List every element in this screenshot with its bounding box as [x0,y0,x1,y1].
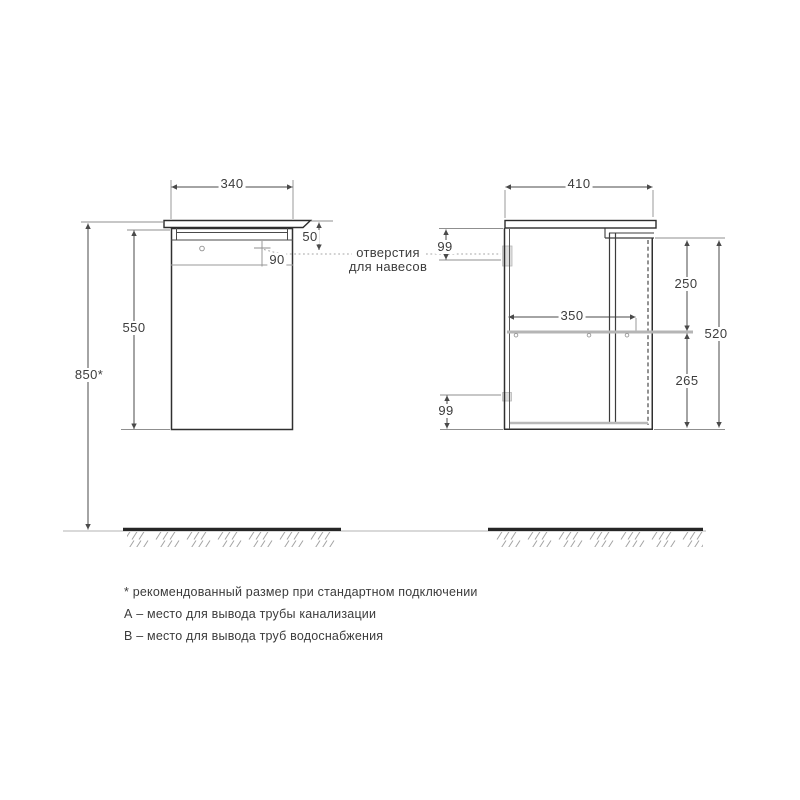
footnote-sewage-outlet: А – место для вывода трубы канализации [124,607,377,621]
dim-label-countertop-offset: 50 [302,229,318,244]
hanger-hole [200,246,205,251]
shelf-pin-holes [514,333,629,337]
dim-label-hanger-bottom-offset: 99 [438,403,454,418]
footnote-recommended-size: * рекомендованный размер при стандартном подключении [124,585,478,599]
hanger-holes-callout [349,246,427,274]
dim-label-left-width: 340 [220,176,244,191]
dim-label-body-height: 550 [122,320,146,335]
floor [63,529,706,547]
footnote-water-supply-outlet: В – место для вывода труб водоснабжения [124,629,384,643]
hanger-holes-callout-line2: для навесов [348,259,428,274]
dim-label-below-shelf: 265 [675,373,699,388]
door-edge-section-lines [610,233,616,423]
dim-label-hanger-top-offset: 99 [437,239,453,254]
dim-label-total-height: 850* [74,367,104,382]
dim-label-above-shelf: 250 [674,276,698,291]
dim-label-right-width: 410 [567,176,591,191]
dim-label-shelf-width: 350 [560,308,584,323]
floor-hatching-left [127,532,339,547]
dim-label-inner-height: 520 [704,326,728,341]
right-top-step [605,229,654,239]
right-countertop [505,221,656,229]
floor-hatching-right [491,532,703,547]
right-cabinet-outline [504,228,653,430]
left-view [81,180,333,530]
footnotes [124,581,478,647]
dim-label-hanger-hole-offset: 90 [269,252,285,267]
left-countertop [164,221,311,228]
hanger-holes-callout-line1: отверстия [356,245,420,260]
